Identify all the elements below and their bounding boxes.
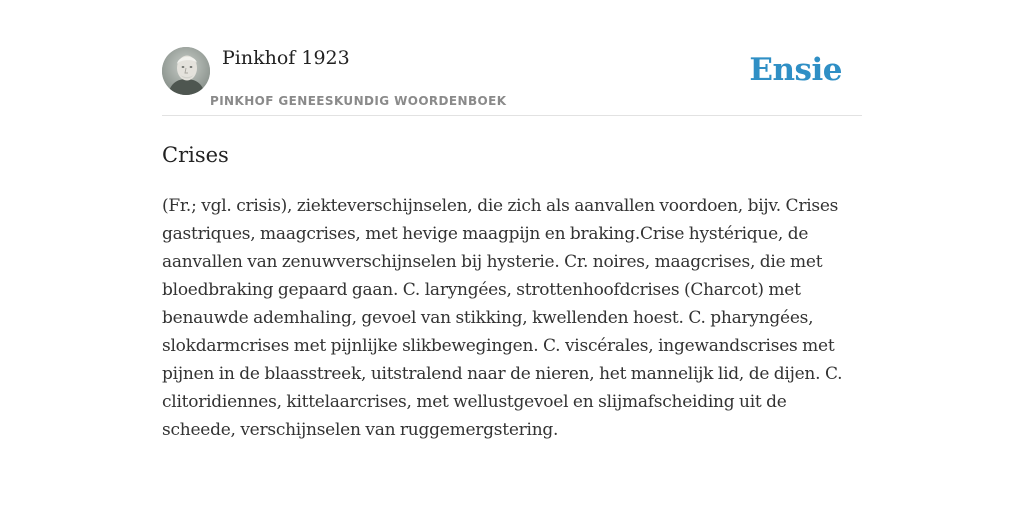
author-avatar[interactable] [162, 47, 210, 95]
brand-logo[interactable]: Ensie [749, 52, 842, 88]
source-label: PINKHOF GENEESKUNDIG WOORDENBOEK [210, 94, 507, 108]
portrait-photo-icon [162, 47, 210, 95]
entry-title: Crises [162, 143, 229, 167]
page [162, 0, 862, 512]
author-name[interactable]: Pinkhof 1923 [222, 47, 350, 69]
entry-body: (Fr.; vgl. crisis), ziekteverschijnselen, die zich als aanvallen voordoen, bijv. Crises gastriques, maagcrises, met hevige maagpijn en braking.Crise hystérique, de aanvallen van zenuwverschijnselen bij hysterie. Cr. noires, maagcrises, die met bloedbraking gepaard gaan. C. laryngées, strottenhoofdcrises (Charcot) met benauwde ademhaling, gevoel van stikking, kwellenden hoest. C. pharyngées, slokdarmcrises met pijnlijke slikbewegingen. C. viscérales, ingewandscrises met pijnen in de blaasstreek, uitstralend naar de nieren, het mannelijk lid, de dijen. C. clitoridiennes, kittelaarcrises, met wellustgevoel en slijmafscheiding uit de scheede, verschijnselen van ruggemergstering. [162, 196, 843, 440]
entry-header [162, 0, 862, 116]
